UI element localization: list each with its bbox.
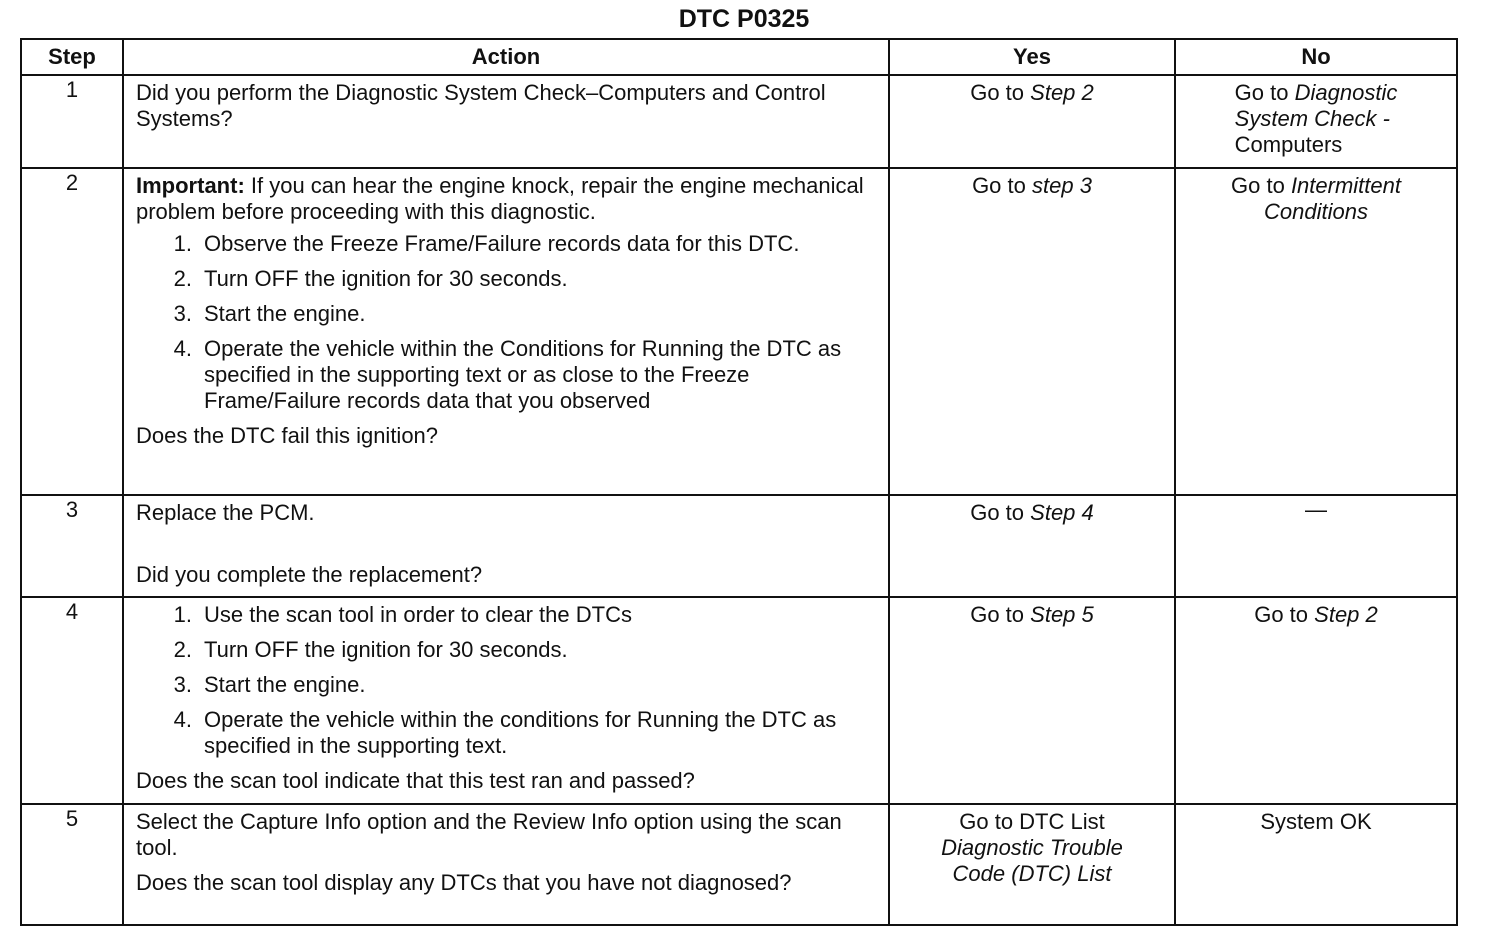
list-item [136, 336, 876, 414]
yes-link[interactable]: Step 2 [1030, 80, 1094, 105]
list-item [136, 637, 876, 663]
no-link-line-2[interactable]: Conditions [1264, 198, 1368, 224]
no-line-1 [1235, 80, 1398, 106]
yes-line-1: Go to DTC List [959, 808, 1105, 834]
important-label: Important: [136, 172, 245, 198]
yes-prefix: Go to [972, 172, 1026, 198]
no-cell: — [1175, 495, 1457, 597]
list-item [136, 266, 876, 292]
step-number: 1 [21, 75, 123, 168]
yes-cell [889, 495, 1175, 597]
item-number: 2. [173, 636, 192, 662]
no-cell [1175, 168, 1457, 495]
action-text: Select the Capture Info option and the Review Info option using the scan tool. [136, 808, 842, 860]
header-step: Step [21, 39, 123, 75]
yes-prefix: Go to [970, 80, 1025, 105]
action-text: Did you perform the Diagnostic System Check–Computers and Control Systems? [136, 80, 826, 131]
no-link-line-2[interactable]: System Check - [1234, 106, 1390, 131]
list-item [136, 672, 876, 698]
page-title: DTC P0325 [678, 5, 810, 33]
step-number: 2 [21, 168, 123, 495]
action-text: Replace the PCM. [136, 499, 315, 525]
action-cell [123, 168, 889, 495]
no-stack [1235, 80, 1398, 158]
yes-cell [889, 597, 1175, 804]
no-link[interactable]: Diagnostic [1294, 80, 1398, 105]
item-text: Use the scan tool in order to clear the DTCs [204, 601, 632, 627]
action-cell [123, 597, 889, 804]
item-number: 2. [173, 265, 192, 291]
yes-cell [889, 804, 1175, 925]
yes-link[interactable]: Diagnostic Trouble [941, 834, 1123, 860]
table-row-step-5 [21, 804, 1457, 925]
item-text: Turn OFF the ignition for 30 seconds. [204, 636, 568, 662]
important-text: If you can hear the engine knock, repair the engine mechanical problem before proceeding with this diagnostic. [136, 172, 864, 224]
important-note [136, 173, 876, 225]
question-text: Does the DTC fail this ignition? [136, 422, 439, 448]
no-cell [1175, 75, 1457, 168]
no-line-3: Computers [1234, 132, 1343, 157]
no-line-1 [1182, 173, 1450, 199]
no-prefix: Go to [1254, 601, 1309, 627]
no-cell [1175, 597, 1457, 804]
table-row-step-1 [21, 75, 1457, 168]
question-text: Did you complete the replacement? [136, 561, 483, 587]
table-row-step-4 [21, 597, 1457, 804]
table-row-step-2 [21, 168, 1457, 495]
step-number: 5 [21, 804, 123, 925]
item-text: Turn OFF the ignition for 30 seconds. [204, 265, 568, 291]
item-text: Observe the Freeze Frame/Failure records data for this DTC. [204, 230, 800, 256]
item-number: 1. [173, 601, 192, 627]
yes-cell [889, 75, 1175, 168]
item-text: Operate the vehicle within the conditions for Running the DTC as specified in the supporting text. [204, 706, 837, 758]
list-item [136, 231, 876, 257]
procedure-list [136, 602, 876, 759]
dtc-table [20, 38, 1458, 926]
item-number: 3. [173, 671, 192, 697]
no-prefix: Go to [1234, 80, 1289, 105]
action-cell [123, 804, 889, 925]
question-text: Does the scan tool indicate that this test ran and passed? [136, 767, 695, 793]
list-item [136, 301, 876, 327]
item-number: 4. [173, 335, 192, 361]
table-row-step-3 [21, 495, 1457, 597]
yes-link[interactable]: Step 4 [1030, 499, 1094, 525]
item-number: 3. [173, 300, 192, 326]
header-action: Action [123, 39, 889, 75]
item-text: Start the engine. [204, 300, 366, 326]
item-number: 1. [173, 230, 192, 256]
no-link[interactable]: Step 2 [1314, 601, 1378, 627]
table-header-row [21, 39, 1457, 75]
no-link[interactable]: Intermittent [1290, 172, 1401, 198]
action-cell [123, 75, 889, 168]
procedure-list [136, 231, 876, 414]
no-prefix: Go to [1231, 172, 1285, 198]
item-text: Start the engine. [204, 671, 366, 697]
item-text: Operate the vehicle within the Conditions for Running the DTC as specified in the supporting text or as close to the Freeze Frame/Failure records data that you observed [204, 335, 842, 413]
yes-link-line-2[interactable]: Code (DTC) List [952, 860, 1112, 886]
item-number: 4. [173, 706, 192, 732]
step-number: 4 [21, 597, 123, 804]
yes-link[interactable]: step 3 [1032, 172, 1092, 198]
list-item [136, 602, 876, 628]
yes-prefix: Go to [970, 499, 1025, 525]
spacer [136, 526, 876, 562]
spacer [136, 861, 876, 870]
header-yes: Yes [889, 39, 1175, 75]
no-cell: System OK [1175, 804, 1457, 925]
question-text: Does the scan tool display any DTCs that you have not diagnosed? [136, 869, 792, 895]
yes-cell [889, 168, 1175, 495]
action-cell [123, 495, 889, 597]
yes-link[interactable]: Step 5 [1030, 601, 1094, 627]
step-number: 3 [21, 495, 123, 597]
list-item [136, 707, 876, 759]
header-no: No [1175, 39, 1457, 75]
yes-prefix: Go to [970, 601, 1025, 627]
